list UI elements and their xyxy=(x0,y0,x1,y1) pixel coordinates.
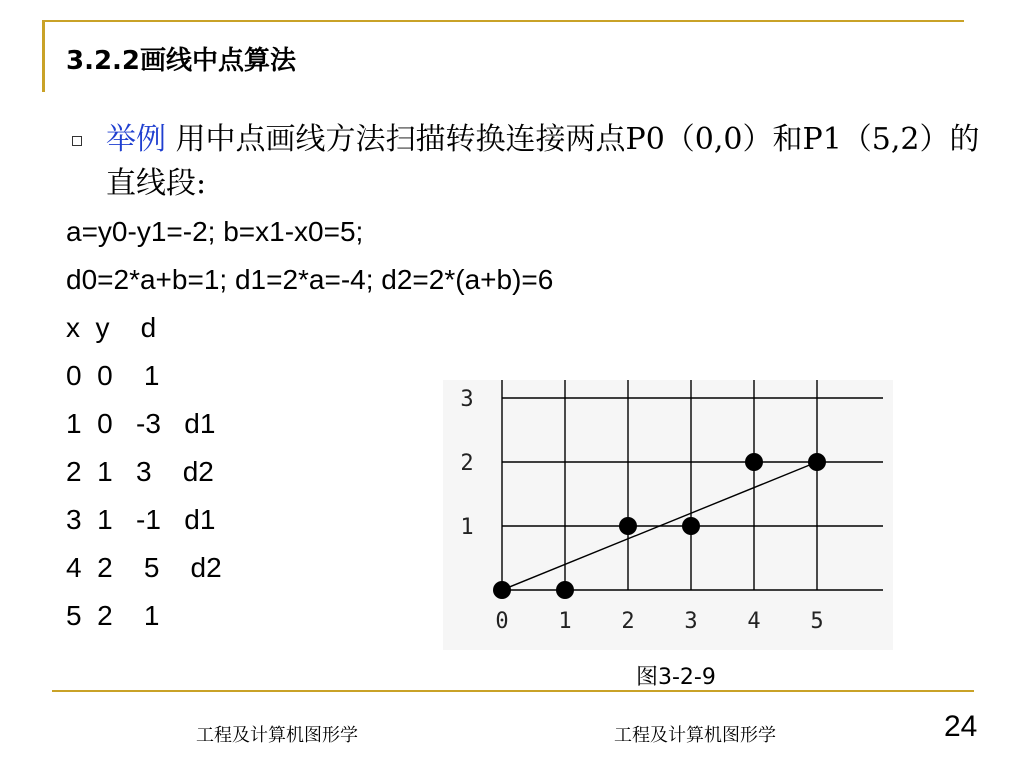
raster-point xyxy=(619,517,637,535)
table-row: 2 1 3 d2 xyxy=(66,456,214,487)
bottom-divider xyxy=(52,690,974,692)
bullet-square-icon xyxy=(72,136,82,146)
table-header: x y d xyxy=(66,312,157,343)
slide-title: 3.2.2画线中点算法 xyxy=(66,46,297,76)
midpoint-line-chart xyxy=(443,380,893,650)
table-row: 4 2 5 d2 xyxy=(66,552,222,583)
y-tick-label: 3 xyxy=(460,387,474,412)
x-tick-label: 0 xyxy=(495,609,509,634)
bullet-text xyxy=(106,118,986,206)
formula-line: a=y0-y1=-2; b=x1-x0=5; xyxy=(66,216,364,247)
bullet-body: 用中点画线方法扫描转换连接两点P0（0,0）和P1（5,2）的直线段: xyxy=(106,122,980,201)
table-row: 5 2 1 xyxy=(66,600,160,631)
y-tick-label: 1 xyxy=(460,515,474,540)
page-number: 24 xyxy=(944,710,978,743)
top-divider xyxy=(44,20,964,22)
x-tick-label: 2 xyxy=(621,609,635,634)
raster-point xyxy=(493,581,511,599)
title-accent-bar xyxy=(42,20,45,92)
table-row: 1 0 -3 d1 xyxy=(66,408,216,439)
formula-line: d0=2*a+b=1; d1=2*a=-4; d2=2*(a+b)=6 xyxy=(66,264,554,295)
raster-point xyxy=(556,581,574,599)
x-tick-label: 3 xyxy=(684,609,698,634)
x-tick-label: 1 xyxy=(558,609,572,634)
x-tick-label: 4 xyxy=(747,609,761,634)
raster-point xyxy=(745,453,763,471)
footer-right: 工程及计算机图形学 xyxy=(614,725,776,746)
chart-background xyxy=(443,380,893,650)
raster-point xyxy=(808,453,826,471)
footer-left: 工程及计算机图形学 xyxy=(196,725,358,746)
bullet-keyword: 举例 xyxy=(106,122,166,157)
x-tick-label: 5 xyxy=(810,609,824,634)
y-tick-label: 2 xyxy=(460,451,474,476)
table-row: 0 0 1 xyxy=(66,360,160,391)
figure-caption: 图3-2-9 xyxy=(636,665,716,690)
table-row: 3 1 -1 d1 xyxy=(66,504,216,535)
raster-point xyxy=(682,517,700,535)
